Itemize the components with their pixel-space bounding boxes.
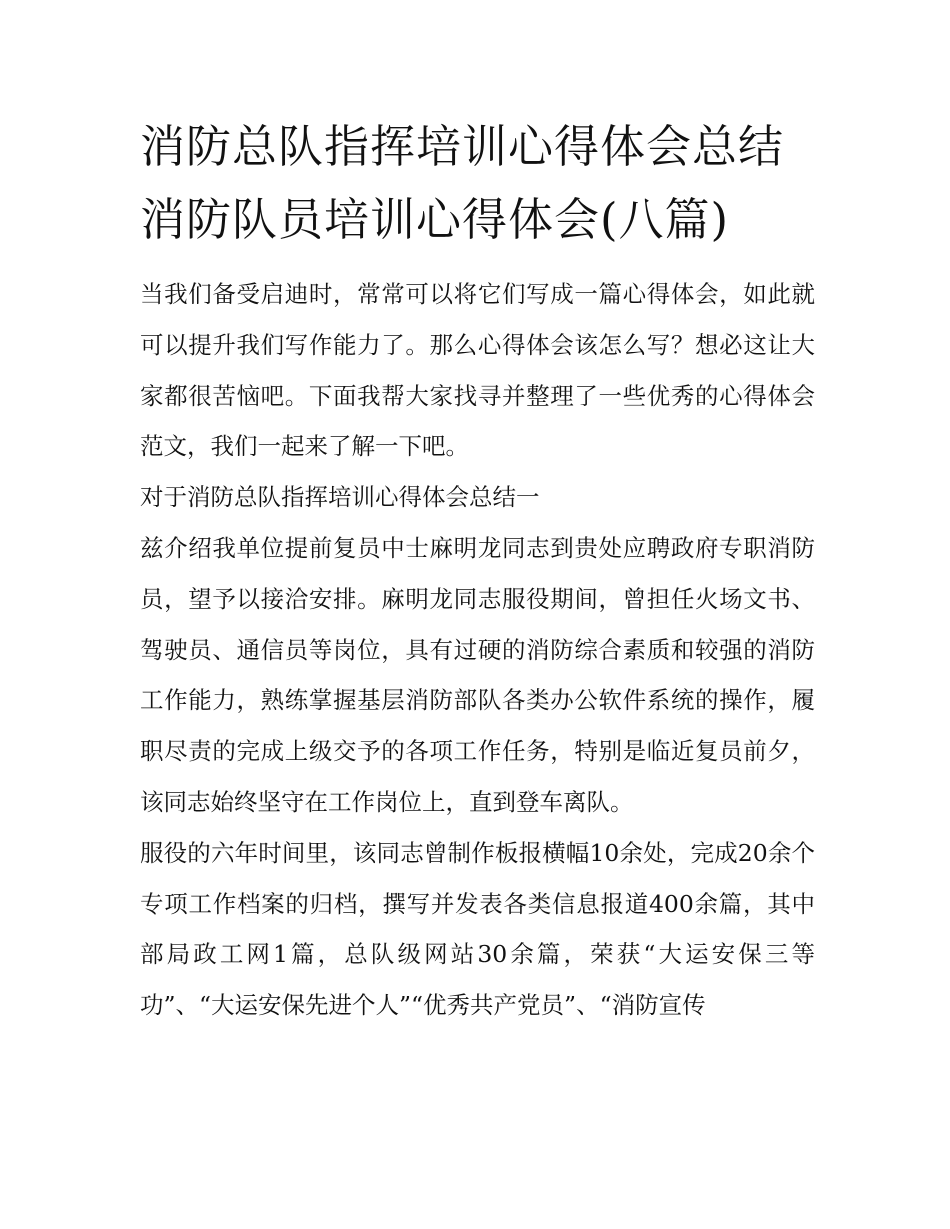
body-paragraph-1: 兹介绍我单位提前复员中士麻明龙同志到贵处应聘政府专职消防员，望予以接洽安排。麻明龙同志服役期间，曾担任火场文书、驾驶员、通信员等岗位，具有过硬的消防综合素质和较强的消防工作能力，熟练掌握基层消防部队各类办公软件系统的操作，履职尽责的完成上级交予的各项工作任务，特别是临近复员前夕，该同志始终坚守在工作岗位上，直到登车离队。	[140, 533, 815, 816]
section-heading: 对于消防总队指挥培训心得体会总结一	[140, 483, 540, 512]
intro-paragraph: 当我们备受启迪时，常常可以将它们写成一篇心得体会，如此就可以提升我们写作能力了。那么心得体会该怎么写？想必这让大家都很苦恼吧。下面我帮大家找寻并整理了一些优秀的心得体会范文，我们一起来了解一下吧。	[140, 280, 815, 461]
body-paragraph-2: 服役的六年时间里，该同志曾制作板报横幅10余处，完成20余个专项工作档案的归档，撰写并发表各类信息报道400余篇，其中部局政工网1篇，总队级网站30余篇，荣获“大运安保三等功”、“大运安保先进个人”“优秀共产党员”、“消防宣传	[140, 838, 815, 1020]
document-body	[140, 110, 815, 1031]
document-title: 消防总队指挥培训心得体会总结 消防队员培训心得体会(八篇)	[140, 120, 785, 246]
